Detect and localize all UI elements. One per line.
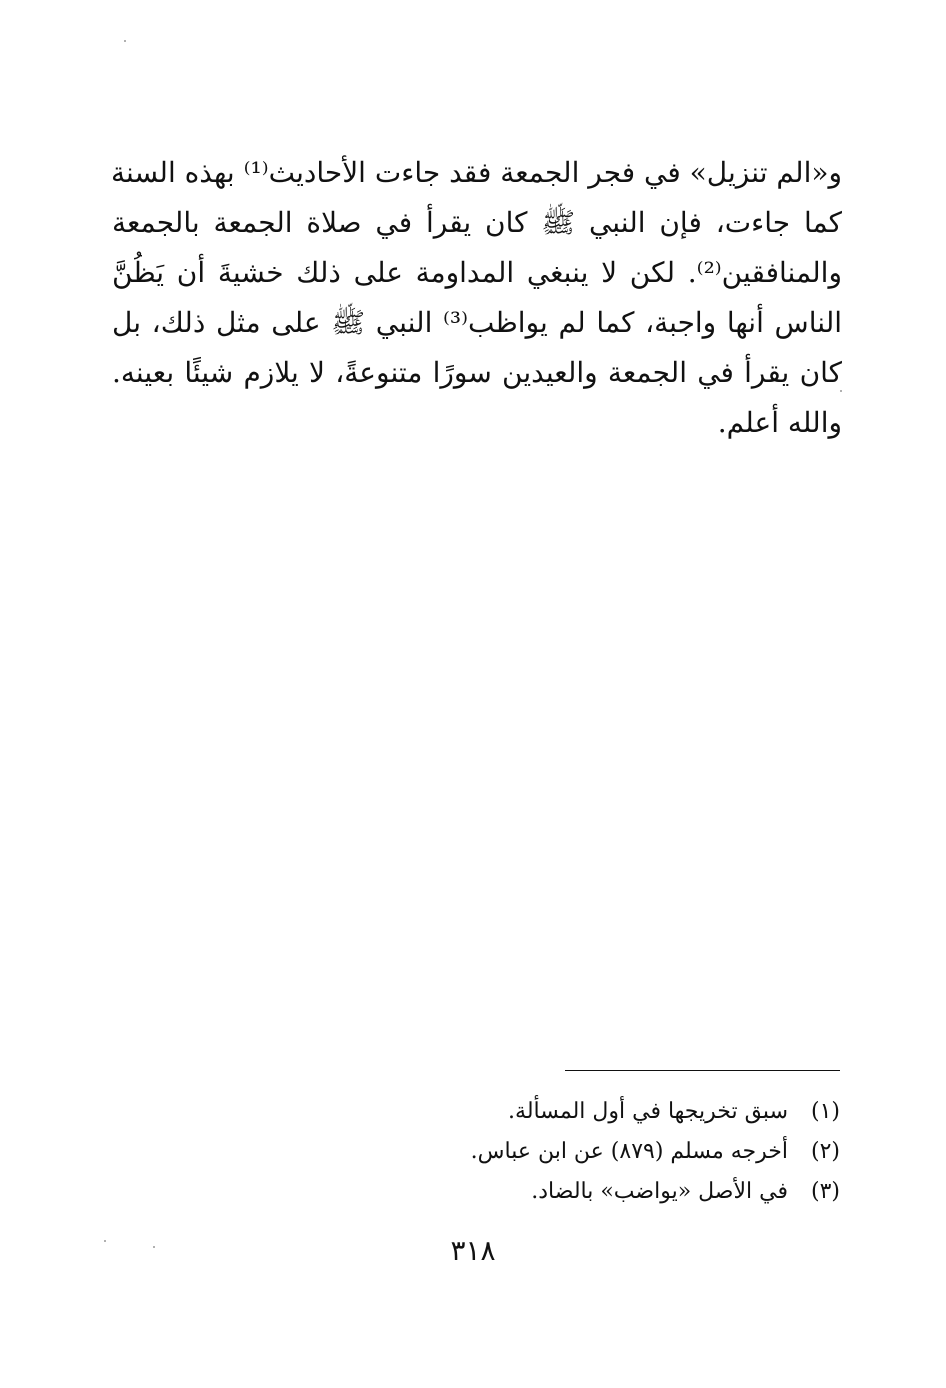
- footnote-item: [300, 1172, 840, 1212]
- footnote-text: أخرجه مسلم (٨٧٩) عن ابن عباس.: [470, 1139, 788, 1164]
- footnote-text: سبق تخريجها في أول المسألة.: [508, 1099, 788, 1124]
- footnote-divider: [565, 1070, 840, 1071]
- scan-speck: [153, 1246, 155, 1248]
- footnote-number: (٣): [810, 1179, 840, 1204]
- page-number: ٣١٨: [450, 1234, 496, 1267]
- footnote-item: [300, 1092, 840, 1132]
- text-line: والمنافقين⁽²⁾. لكن لا ينبغي المداومة على ذلك خشيةَ أن يَظُنَّ: [112, 256, 842, 289]
- scan-speck: [104, 1240, 106, 1242]
- footnote-number: (١): [810, 1099, 840, 1124]
- text-line: والله أعلم.: [717, 406, 842, 439]
- footnote-number: (٢): [810, 1139, 840, 1164]
- footnote-text: في الأصل «يواضب» بالضاد.: [531, 1179, 788, 1204]
- footnotes: [300, 1092, 840, 1212]
- footnote-item: [300, 1132, 840, 1172]
- text-line: الناس أنها واجبة، كما لم يواظب⁽³⁾ النبي ﷺ على مثل ذلك، بل: [112, 306, 843, 339]
- scan-speck: [840, 390, 842, 392]
- text-line: كما جاءت، فإن النبي ﷺ كان يقرأ في صلاة الجمعة بالجمعة: [112, 206, 842, 239]
- scan-speck: [124, 40, 126, 42]
- main-text: [112, 148, 842, 448]
- text-line: كان يقرأ في الجمعة والعيدين سورًا متنوعةً، لا يلازم شيئًا بعينه.: [112, 356, 842, 389]
- text-line: و«الم تنزيل» في فجر الجمعة فقد جاءت الأحاديث⁽¹⁾ بهذه السنة: [110, 156, 842, 189]
